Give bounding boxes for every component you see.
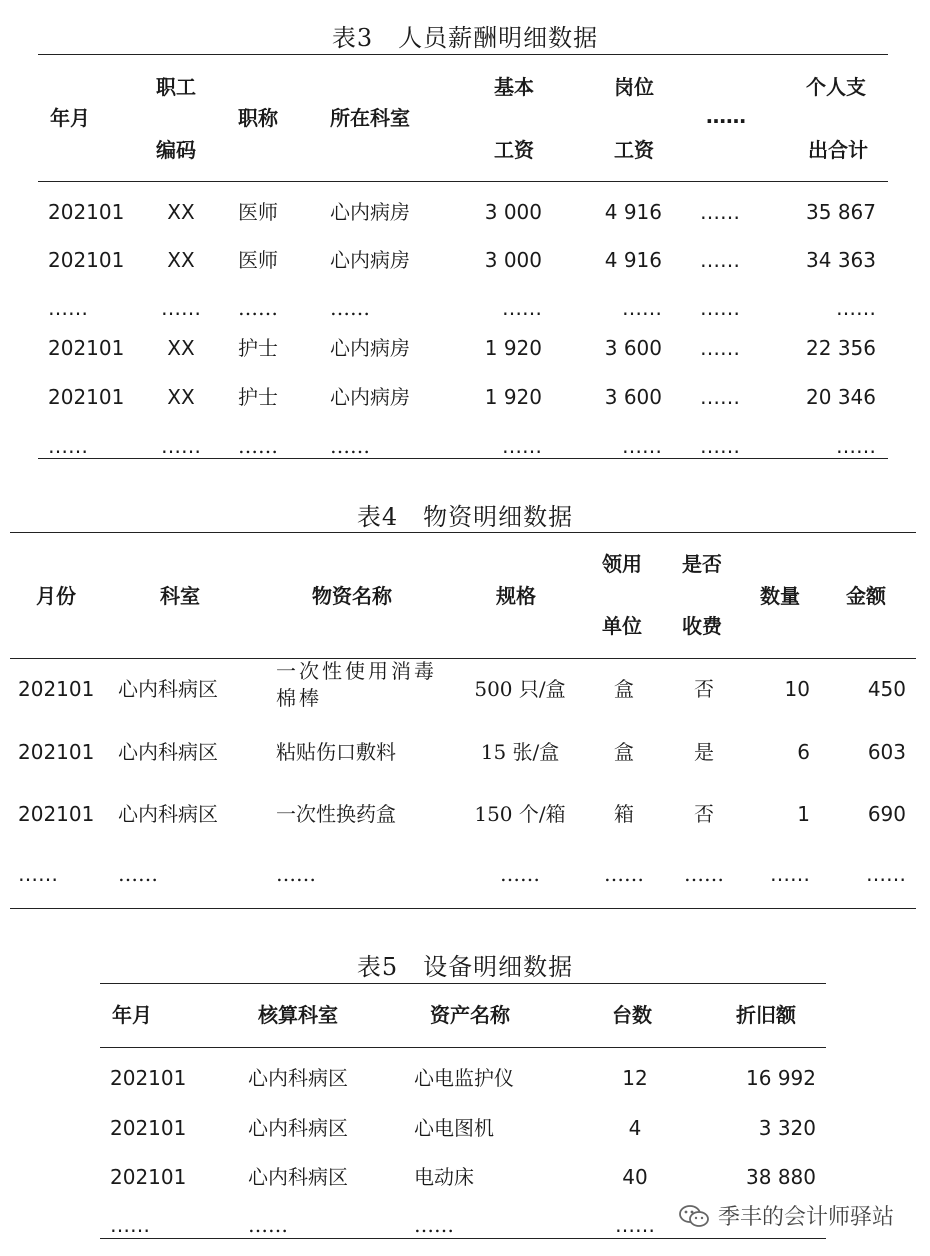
t5-cell: 心内科病区 bbox=[248, 1116, 348, 1140]
table4-title: 表4 物资明细数据 bbox=[356, 503, 574, 531]
t3-cell: 202101 bbox=[48, 385, 125, 409]
t3-cell: 35 867 bbox=[806, 200, 876, 224]
t4-cell: 6 bbox=[797, 740, 810, 764]
t3-cell: …… bbox=[330, 296, 370, 320]
t3-cell: 心内病房 bbox=[330, 248, 410, 272]
t3-cell: 22 356 bbox=[806, 336, 876, 360]
t3-cell: XX bbox=[167, 336, 195, 360]
wechat-icon bbox=[678, 1204, 710, 1228]
t3-cell: …… bbox=[700, 296, 740, 320]
t4-cell: 690 bbox=[867, 802, 906, 826]
t3-cell: XX bbox=[167, 200, 195, 224]
t3-cell: …… bbox=[161, 434, 201, 458]
t4-header-qty: 数量 bbox=[760, 584, 800, 608]
t3-header-more: …… bbox=[706, 104, 746, 128]
t3-cell: 心内病房 bbox=[330, 200, 410, 224]
t3-cell: 34 363 bbox=[806, 248, 876, 272]
t3-cell: 心内病房 bbox=[330, 336, 410, 360]
table3-bottom-rule bbox=[38, 458, 888, 459]
table5-title: 表5 设备明细数据 bbox=[356, 953, 574, 981]
t4-cell: 202101 bbox=[18, 740, 95, 764]
t3-cell: 1 920 bbox=[484, 336, 542, 360]
t4-cell: 202101 bbox=[18, 677, 95, 701]
t3-cell: …… bbox=[161, 296, 201, 320]
t4-cell: 10 bbox=[784, 677, 810, 701]
t5-cell: 202101 bbox=[110, 1165, 187, 1189]
t3-header-base-bot: 工资 bbox=[494, 138, 534, 162]
t3-header-total-top: 个人支 bbox=[806, 75, 866, 99]
t4-cell: 否 bbox=[694, 802, 714, 826]
t3-cell: XX bbox=[167, 248, 195, 272]
t4-cell: 心内科病区 bbox=[118, 740, 218, 764]
t3-cell: …… bbox=[622, 434, 662, 458]
t3-cell: …… bbox=[700, 385, 740, 409]
t3-cell: 医师 bbox=[238, 248, 278, 272]
t3-cell: …… bbox=[836, 296, 876, 320]
t3-cell: …… bbox=[622, 296, 662, 320]
t5-header-asset: 资产名称 bbox=[430, 1003, 510, 1027]
t5-header-dept: 核算科室 bbox=[258, 1003, 338, 1027]
t5-cell: …… bbox=[248, 1213, 288, 1237]
watermark-text: 季丰的会计师驿站 bbox=[718, 1205, 895, 1230]
t4-cell: 603 bbox=[867, 740, 906, 764]
t4-cell: 一次性换药盒 bbox=[276, 802, 396, 826]
t3-cell: 心内病房 bbox=[330, 385, 410, 409]
t3-cell: …… bbox=[238, 296, 278, 320]
t3-cell: …… bbox=[700, 434, 740, 458]
t3-cell: 1 920 bbox=[484, 385, 542, 409]
t5-cell: …… bbox=[615, 1213, 655, 1237]
watermark bbox=[678, 1200, 894, 1231]
t4-cell: …… bbox=[500, 862, 540, 886]
t3-cell: XX bbox=[167, 385, 195, 409]
t4-cell: 15 张/盒 bbox=[480, 740, 560, 764]
t4-cell: 是 bbox=[694, 740, 714, 764]
table4-header-rule bbox=[10, 658, 916, 659]
t3-cell: …… bbox=[502, 434, 542, 458]
t4-header-month: 月份 bbox=[36, 584, 76, 608]
t4-cell: …… bbox=[866, 862, 906, 886]
t3-cell: 4 916 bbox=[604, 200, 662, 224]
t3-cell: 3 600 bbox=[604, 336, 662, 360]
t5-cell: 心电图机 bbox=[414, 1116, 494, 1140]
t3-cell: …… bbox=[502, 296, 542, 320]
t3-cell: 202101 bbox=[48, 336, 125, 360]
t4-cell: 500 只/盒 bbox=[474, 677, 566, 701]
t5-cell: …… bbox=[414, 1213, 454, 1237]
t4-cell: 盒 bbox=[614, 740, 634, 764]
t4-cell: …… bbox=[604, 862, 644, 886]
t3-header-ym: 年月 bbox=[50, 106, 90, 130]
t3-cell: …… bbox=[836, 434, 876, 458]
t3-cell: 护士 bbox=[238, 336, 278, 360]
t4-cell: …… bbox=[118, 862, 158, 886]
t3-cell: 护士 bbox=[238, 385, 278, 409]
t3-header-title: 职称 bbox=[238, 106, 278, 130]
table3-top-rule bbox=[38, 54, 888, 55]
t4-cell: …… bbox=[276, 862, 316, 886]
t3-header-total-bot: 出合计 bbox=[808, 138, 868, 162]
t4-cell: 盒 bbox=[614, 677, 634, 701]
t4-cell: 202101 bbox=[18, 802, 95, 826]
t4-cell: 1 bbox=[797, 802, 810, 826]
t3-cell: …… bbox=[330, 434, 370, 458]
t5-cell: 40 bbox=[622, 1165, 648, 1189]
t4-header-unit-top: 领用 bbox=[602, 552, 642, 576]
table5-top-rule bbox=[100, 983, 826, 984]
t3-cell: 3 000 bbox=[484, 248, 542, 272]
t4-cell: 450 bbox=[867, 677, 906, 701]
t4-cell: 否 bbox=[694, 677, 714, 701]
t4-cell: 一次性使用消毒棉棒 bbox=[276, 659, 437, 710]
t3-header-dept: 所在科室 bbox=[330, 106, 410, 130]
t3-cell: …… bbox=[48, 296, 88, 320]
t5-cell: 12 bbox=[622, 1066, 648, 1090]
t5-cell: 电动床 bbox=[414, 1165, 474, 1189]
table5-bottom-rule bbox=[100, 1238, 826, 1239]
t4-cell: …… bbox=[18, 862, 58, 886]
t4-header-dept: 科室 bbox=[160, 584, 200, 608]
t3-header-id-bot: 编码 bbox=[156, 138, 196, 162]
t3-header-id-top: 职工 bbox=[156, 75, 196, 99]
t3-cell: 医师 bbox=[238, 200, 278, 224]
t4-header-amount: 金额 bbox=[846, 584, 886, 608]
t3-cell: 4 916 bbox=[604, 248, 662, 272]
t4-header-unit-bot: 单位 bbox=[602, 614, 642, 638]
t3-cell: 202101 bbox=[48, 248, 125, 272]
t5-cell: 202101 bbox=[110, 1116, 187, 1140]
t4-cell: …… bbox=[770, 862, 810, 886]
t5-cell: 38 880 bbox=[746, 1165, 816, 1189]
table4-top-rule bbox=[10, 532, 916, 533]
t3-header-post-bot: 工资 bbox=[614, 138, 654, 162]
t5-cell: …… bbox=[110, 1213, 150, 1237]
t3-cell: 3 600 bbox=[604, 385, 662, 409]
t4-cell: 箱 bbox=[614, 802, 634, 826]
t4-cell: 粘贴伤口敷料 bbox=[276, 740, 396, 764]
t5-header-ym: 年月 bbox=[112, 1003, 152, 1027]
t5-cell: 心内科病区 bbox=[248, 1165, 348, 1189]
table4-bottom-rule bbox=[10, 908, 916, 909]
t4-cell: 心内科病区 bbox=[118, 802, 218, 826]
table3-title: 表3 人员薪酬明细数据 bbox=[331, 24, 599, 52]
table5-header-rule bbox=[100, 1047, 826, 1048]
t4-header-charge-top: 是否 bbox=[682, 552, 722, 576]
t5-cell: 3 320 bbox=[758, 1116, 816, 1140]
t5-cell: 202101 bbox=[110, 1066, 187, 1090]
t3-cell: 3 000 bbox=[484, 200, 542, 224]
t3-cell: …… bbox=[700, 248, 740, 272]
t5-header-dep: 折旧额 bbox=[736, 1003, 796, 1027]
t4-header-spec: 规格 bbox=[496, 584, 536, 608]
t4-cell: 150 个/箱 bbox=[474, 802, 566, 826]
t4-cell: …… bbox=[684, 862, 724, 886]
t3-cell: …… bbox=[48, 434, 88, 458]
t3-cell: 20 346 bbox=[806, 385, 876, 409]
t5-cell: 16 992 bbox=[746, 1066, 816, 1090]
t3-cell: …… bbox=[238, 434, 278, 458]
t3-header-post-top: 岗位 bbox=[614, 75, 654, 99]
t3-cell: 202101 bbox=[48, 200, 125, 224]
t4-header-charge-bot: 收费 bbox=[682, 614, 722, 638]
t5-header-count: 台数 bbox=[612, 1003, 652, 1027]
table3-header-rule bbox=[38, 181, 888, 182]
t3-cell: …… bbox=[700, 200, 740, 224]
t5-cell: 4 bbox=[628, 1116, 642, 1140]
t4-header-name: 物资名称 bbox=[312, 584, 392, 608]
t3-cell: …… bbox=[700, 336, 740, 360]
t5-cell: 心电监护仪 bbox=[414, 1066, 514, 1090]
t4-cell: 心内科病区 bbox=[118, 677, 218, 701]
t5-cell: 心内科病区 bbox=[248, 1066, 348, 1090]
t3-header-base-top: 基本 bbox=[494, 75, 534, 99]
